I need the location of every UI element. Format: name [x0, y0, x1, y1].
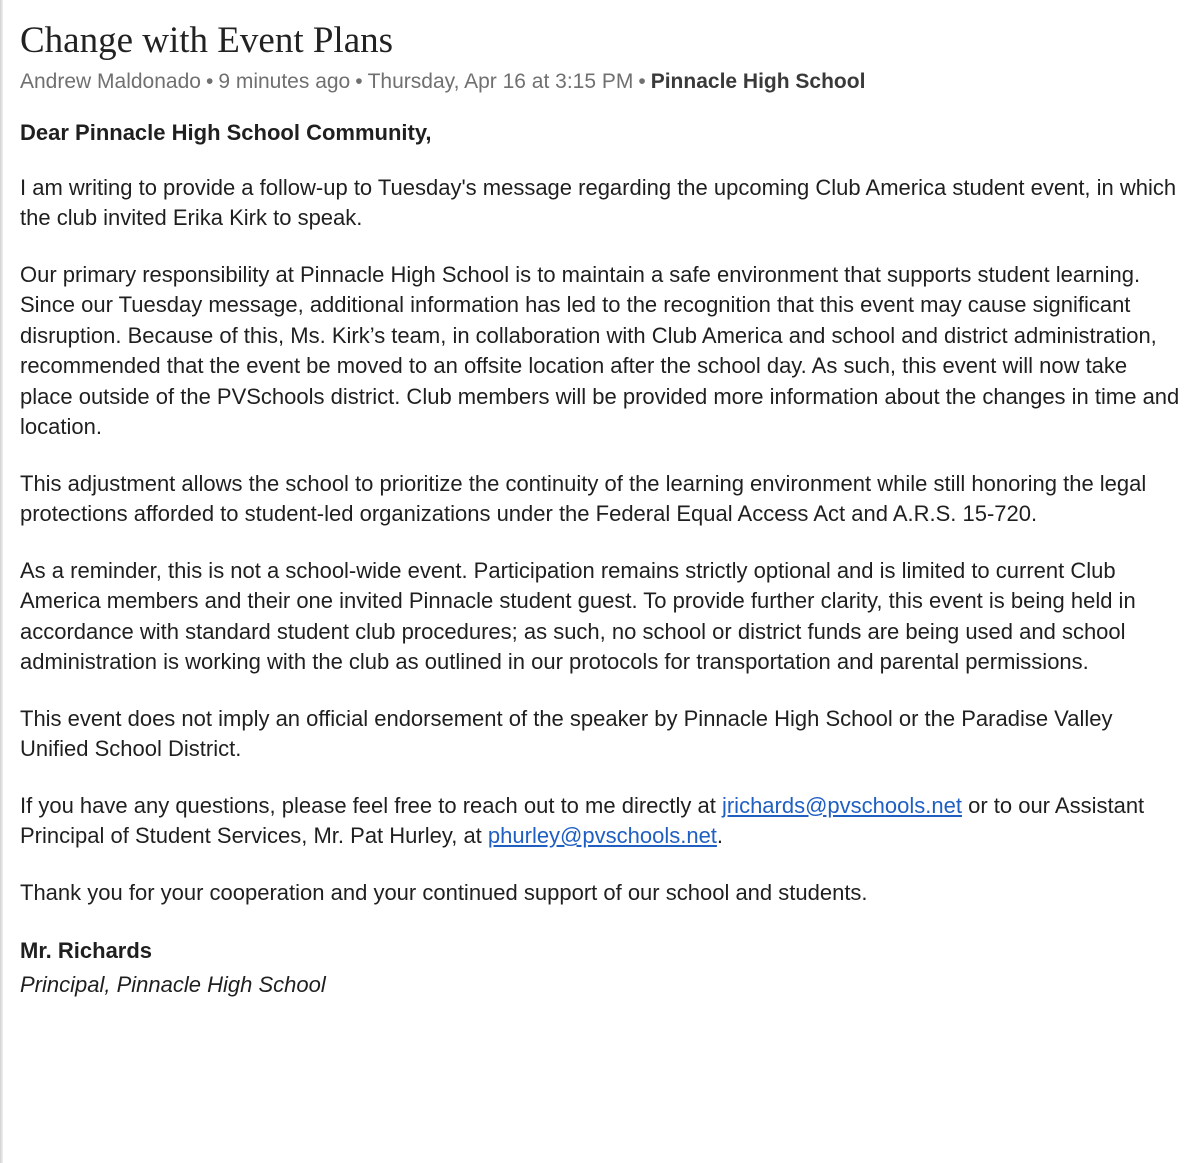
meta-separator: •	[205, 70, 214, 93]
email-link-jrichards[interactable]: jrichards@pvschools.net	[721, 792, 962, 818]
meta-separator: •	[355, 70, 363, 93]
post-author[interactable]: Andrew Maldonado	[20, 70, 201, 93]
signature-title: Principal, Pinnacle High School	[20, 972, 326, 997]
paragraph-follow-up: I am writing to provide a follow-up to Tuesday's message regarding the upcoming Club America student event, in which the club invited Erika Kirk to speak.	[20, 174, 1177, 230]
email-link-phurley[interactable]: phurley@pvschools.net	[487, 823, 717, 848]
contact-text-2: or to our Assistant Principal of Student Services, Mr. Pat Hurley, at	[20, 792, 1145, 848]
paragraph-contact	[20, 791, 1185, 852]
post-title: Change with Event Plans	[20, 20, 394, 61]
signature-name: Mr. Richards	[20, 938, 153, 963]
post-relative-time: 9 minutes ago	[218, 70, 351, 93]
contact-text-1: If you have any questions, please feel free to reach out to me directly at	[20, 792, 722, 818]
post-meta	[20, 68, 1185, 96]
announcement-post	[20, 18, 1185, 1002]
paragraph-adjustment: This adjustment allows the school to prioritize the continuity of the learning environment while still honoring the legal protections afforded to student-led organizations under the Federal Equal Access Act and A.R.S. 15-720.	[20, 470, 1147, 526]
post-datetime: Thursday, Apr 16 at 3:15 PM	[367, 70, 634, 93]
paragraph-reminder: As a reminder, this is not a school-wide event. Participation remains strictly optional and is limited to current Club America members and their one invited Pinnacle student guest. To provide further clarity, this event is being held in accordance with standard student club procedures; as such, no school or district funds are being used and school administration is working with the club as outlined in our protocols for transportation and parental permissions.	[20, 557, 1136, 674]
window-left-edge	[0, 0, 3, 1163]
greeting: Dear Pinnacle High School Community,	[20, 120, 432, 145]
signature-block	[20, 934, 1185, 1002]
contact-text-3: .	[716, 823, 724, 848]
meta-separator: •	[638, 70, 646, 93]
paragraph-thanks: Thank you for your cooperation and your continued support of our school and students.	[20, 879, 868, 905]
paragraph-responsibility: Our primary responsibility at Pinnacle High School is to maintain a safe environment that supports student learning. Since our Tuesday message, additional information has led to the recognition that this event may cause significant disruption. Because of this, Ms. Kirk’s team, in collaboration with Club America and school and district administration, recommended that the event be moved to an offsite location after the school day. As such, this event will now take place outside of the PVSchools district. Club members will be provided more information about the changes in time and location.	[20, 261, 1180, 439]
paragraph-endorsement: This event does not imply an official endorsement of the speaker by Pinnacle High School or the Paradise Valley Unified School District.	[20, 705, 1113, 761]
post-school[interactable]: Pinnacle High School	[650, 70, 866, 93]
post-body	[20, 118, 1185, 1002]
